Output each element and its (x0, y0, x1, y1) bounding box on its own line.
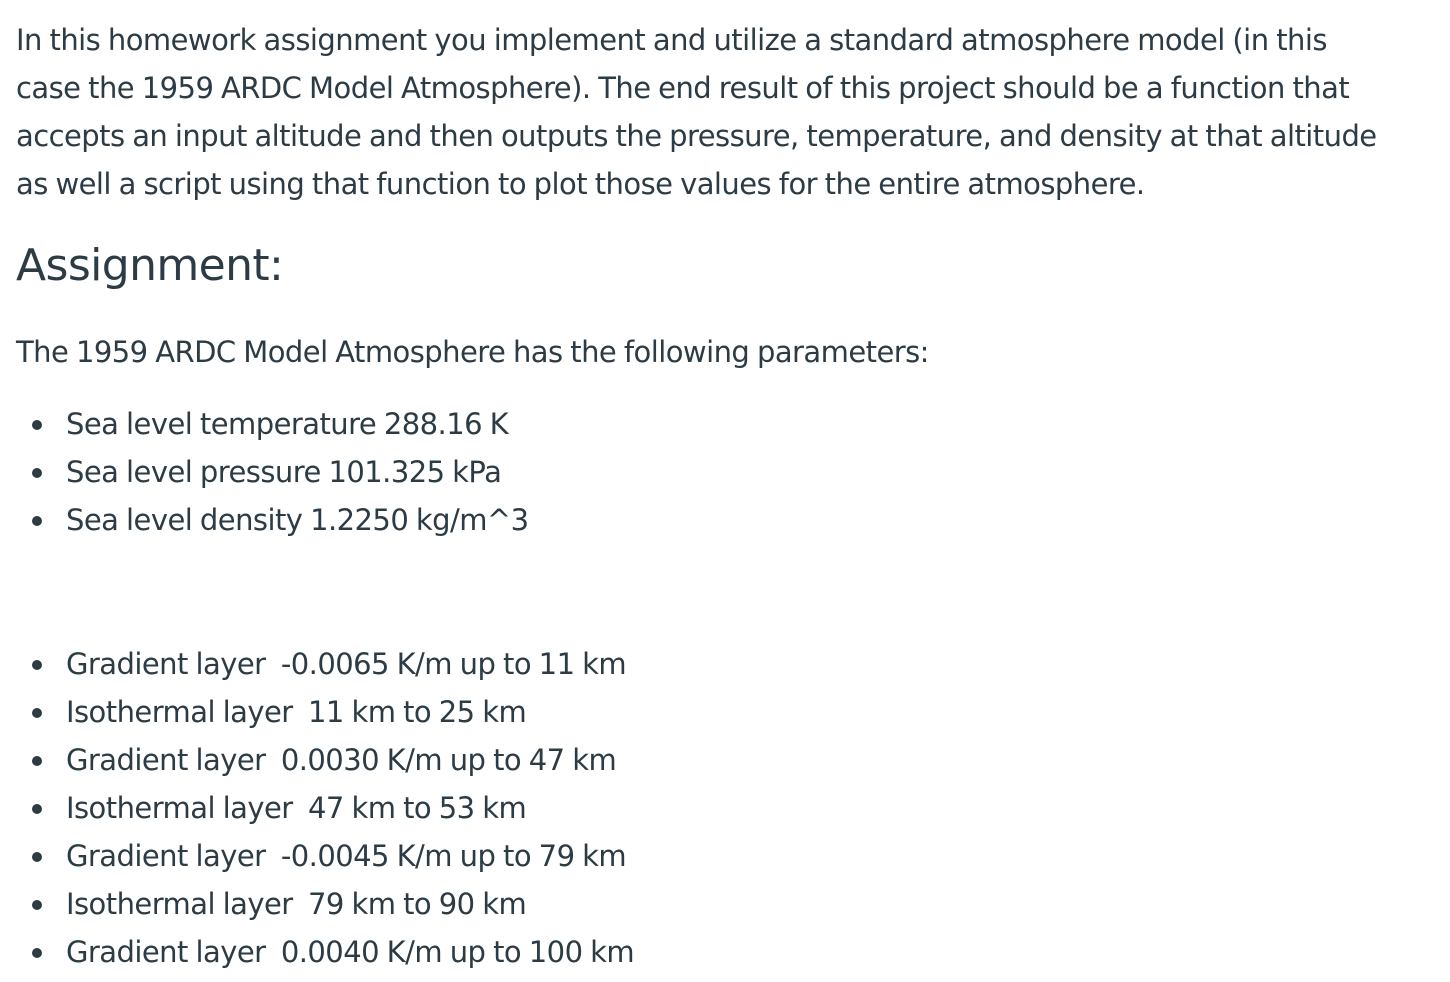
bullet-icon (32, 756, 42, 766)
list-item (16, 832, 634, 880)
bullet-icon (32, 900, 42, 910)
bullet-icon (32, 420, 42, 430)
list-item-text: Sea level pressure 101.325 kPa (66, 455, 502, 489)
list-item-text: Gradient layer -0.0045 K/m up to 79 km (66, 839, 627, 873)
assignment-heading: Assignment: (16, 240, 284, 291)
list-item-text: Sea level temperature 288.16 K (66, 407, 509, 441)
list-item-text: Isothermal layer 47 km to 53 km (66, 791, 527, 825)
bullet-icon (32, 804, 42, 814)
list-item (16, 736, 634, 784)
list-item (16, 640, 634, 688)
bullet-icon (32, 948, 42, 958)
bullet-icon (32, 852, 42, 862)
list-item-text: Gradient layer 0.0030 K/m up to 47 km (66, 743, 617, 777)
list-item (16, 496, 529, 544)
list-item (16, 448, 529, 496)
sea-level-parameter-list (16, 400, 529, 544)
list-item-text: Gradient layer -0.0065 K/m up to 11 km (66, 647, 627, 681)
bullet-icon (32, 708, 42, 718)
bullet-icon (32, 660, 42, 670)
list-item (16, 784, 634, 832)
list-item-text: Isothermal layer 79 km to 90 km (66, 887, 527, 921)
atmosphere-layer-list (16, 640, 634, 976)
bullet-icon (32, 468, 42, 478)
list-item-text: Isothermal layer 11 km to 25 km (66, 695, 527, 729)
parameters-intro-text: The 1959 ARDC Model Atmosphere has the following parameters: (16, 335, 929, 369)
list-item-text: Sea level density 1.2250 kg/m^3 (66, 503, 529, 537)
list-item-text: Gradient layer 0.0040 K/m up to 100 km (66, 935, 635, 969)
list-item (16, 400, 529, 448)
bullet-icon (32, 516, 42, 526)
list-item (16, 880, 634, 928)
list-item (16, 928, 634, 976)
intro-paragraph: In this homework assignment you implement and utilize a standard atmosphere model (in this case the 1959 ARDC Model Atmosphere). The end result of this project should be a function that accepts an input altitude and then outputs the pressure, temperature, and density at that altitude as well a script using that function to plot those values for the entire atmosphere. (16, 23, 1377, 201)
list-item (16, 688, 634, 736)
